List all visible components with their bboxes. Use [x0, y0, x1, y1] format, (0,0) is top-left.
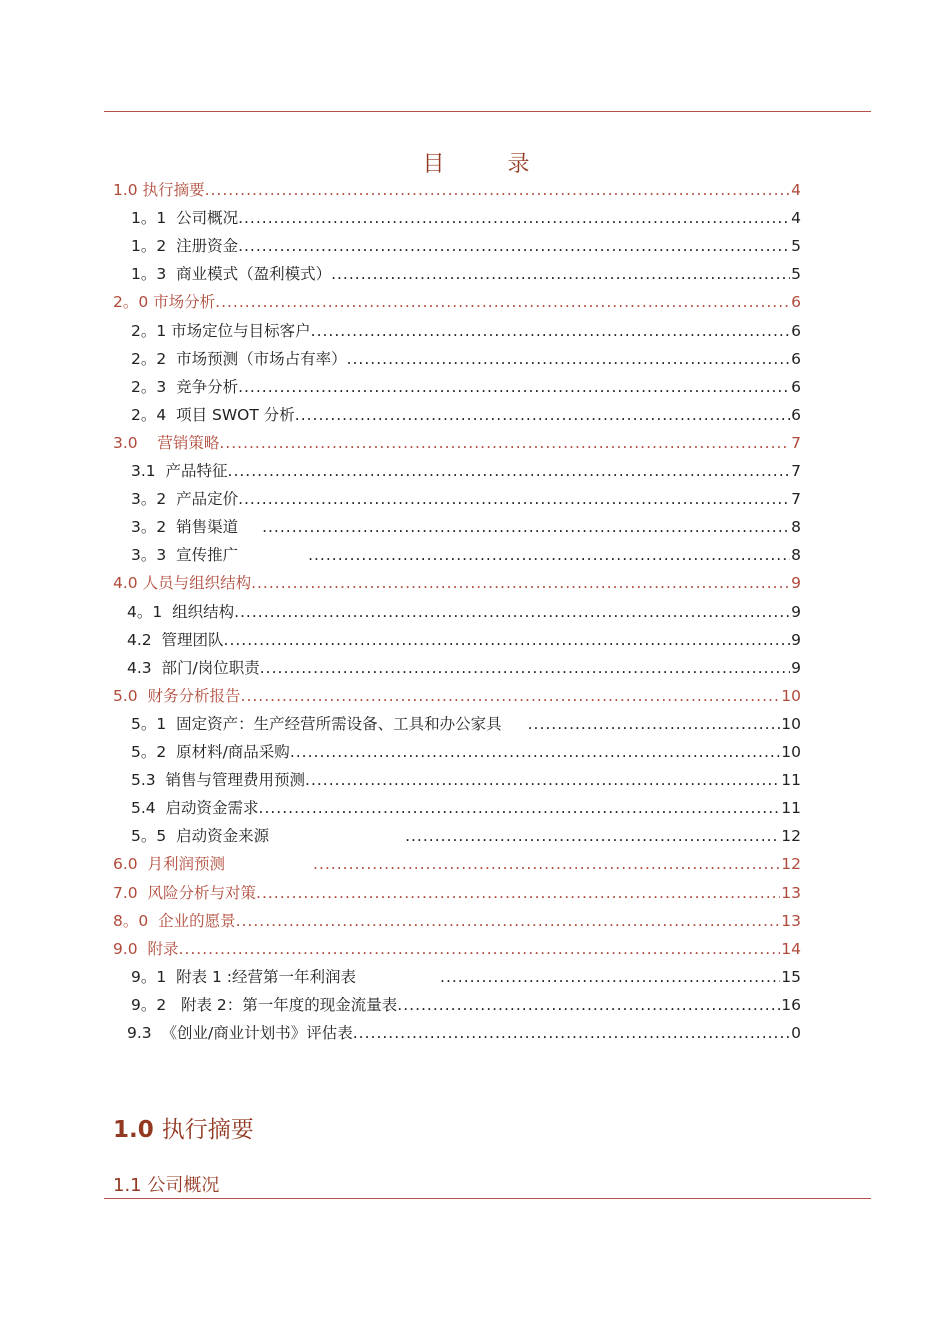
toc-entry-label: 5.3 销售与管理费用预测: [131, 771, 306, 790]
toc-entry-label: 8。0 企业的愿景: [113, 911, 236, 930]
toc-leader-dots: [234, 603, 790, 621]
toc-entry-label: 4.2 管理团队: [127, 630, 224, 649]
toc-leader-dots: [305, 771, 780, 789]
toc-entry[interactable]: [131, 824, 801, 850]
toc-entry[interactable]: [113, 881, 801, 907]
toc-leader-dots: [260, 659, 790, 677]
toc-entry[interactable]: [131, 543, 801, 569]
toc-entry-page: 6: [791, 377, 801, 396]
toc-leader-dots: [290, 743, 780, 761]
toc-entry[interactable]: [131, 206, 801, 232]
toc-leader-dots: [313, 855, 780, 873]
toc-entry[interactable]: [131, 965, 801, 991]
toc-entry-label: 7.0 风险分析与对策: [113, 883, 257, 902]
footer-rule: [104, 1198, 871, 1199]
toc-entry[interactable]: [113, 937, 801, 963]
toc-entry[interactable]: [127, 600, 801, 626]
toc-leader-dots: [228, 462, 791, 480]
toc-entry-label: 9。2 附表 2：第一年度的现金流量表: [131, 995, 398, 1014]
toc-leader-dots: [219, 434, 790, 452]
toc-entry-page: 7: [791, 462, 801, 480]
toc-entry-label: 1。1 公司概况: [131, 209, 239, 228]
section-heading-number: 1.0: [113, 1117, 154, 1143]
toc-entry[interactable]: [131, 712, 801, 738]
toc-entry-label: 9.0 附录: [113, 939, 179, 958]
toc-entry-label: 3。2 产品定价: [131, 490, 239, 509]
toc-leader-dots: [238, 209, 790, 227]
toc-entry-page: 10: [781, 714, 801, 733]
toc-entry-page: 11: [781, 799, 801, 818]
toc-leader-dots: [440, 968, 780, 986]
toc-entry-label: 2。4 项目 SWOT 分析: [131, 405, 295, 424]
toc-entry[interactable]: [127, 1021, 801, 1047]
toc-entry-page: 9: [791, 658, 801, 677]
toc-entry-page: 6: [791, 349, 801, 368]
toc-entry-page: 7: [791, 433, 801, 452]
toc-entry[interactable]: [131, 262, 801, 288]
toc-title: 目 录: [422, 152, 558, 177]
toc-entry-page: 5: [791, 237, 801, 256]
toc-entry-label: 9。1 附表 1 :经营第一年利润表: [131, 967, 357, 986]
toc-entry[interactable]: [113, 684, 801, 710]
toc-entry-page: 8: [791, 518, 801, 537]
toc-leader-dots: [528, 715, 781, 733]
toc-entry-label: 9.3 《创业/商业计划书》评估表: [127, 1024, 353, 1042]
toc-entry-page: 9: [791, 602, 801, 621]
toc-entry-page: 10: [781, 743, 801, 761]
toc-entry-page: 9: [791, 574, 801, 593]
toc-leader-dots: [238, 378, 790, 396]
toc-entry-page: 12: [781, 827, 801, 846]
toc-entry[interactable]: [131, 515, 801, 541]
toc-entry-label: 3。2 销售渠道: [131, 518, 239, 537]
section-heading-text: 执行摘要: [161, 1117, 254, 1143]
toc-entry-label: 4.3 部门/岗位职责: [127, 658, 260, 677]
toc-entry-label: 6.0 月利润预测: [113, 855, 226, 874]
toc-entry[interactable]: [131, 740, 801, 766]
toc-entry-label: 5。2 原材料/商品采购: [131, 743, 290, 761]
toc-entry-page: 4: [791, 209, 801, 228]
toc-entry[interactable]: [131, 319, 801, 345]
section-heading: [113, 1111, 254, 1144]
toc-leader-dots: [347, 350, 791, 368]
toc-leader-dots: [236, 912, 781, 930]
toc-entry-label: 5.4 启动资金需求: [131, 799, 259, 818]
toc-entry[interactable]: [127, 628, 801, 654]
toc-entry[interactable]: [131, 375, 801, 401]
toc-leader-dots: [238, 490, 790, 508]
toc-entry-page: 13: [781, 911, 801, 930]
toc-entry-page: 4: [791, 181, 801, 199]
toc-entry-page: 12: [781, 855, 801, 874]
toc-entry[interactable]: [113, 431, 801, 457]
toc-entry[interactable]: [131, 403, 801, 429]
toc-entry-label: 2。3 竞争分析: [131, 377, 239, 396]
header-rule: [104, 111, 871, 112]
subsection-heading: 1.1 公司概况: [113, 1175, 220, 1196]
toc-entry-label: 5。5 启动资金来源: [131, 827, 270, 846]
toc-leader-dots: [308, 546, 790, 564]
toc-leader-dots: [241, 687, 781, 705]
toc-entry-page: 5: [791, 265, 801, 284]
toc-leader-dots: [251, 574, 790, 592]
toc-entry[interactable]: [131, 796, 801, 822]
toc-leader-dots: [353, 1024, 790, 1042]
toc-entry[interactable]: [113, 852, 801, 878]
toc-leader-dots: [331, 265, 790, 283]
toc-entry[interactable]: [131, 234, 801, 260]
toc-leader-dots: [262, 518, 790, 536]
toc-entry-label: 5.0 财务分析报告: [113, 686, 241, 705]
toc-leader-dots: [215, 293, 790, 311]
toc-entry[interactable]: [131, 993, 801, 1019]
toc-entry-page: 0: [791, 1024, 801, 1042]
toc-entry[interactable]: [113, 178, 801, 204]
toc-entry-label: 3。3 宣传推广: [131, 546, 239, 565]
toc-entry-page: 16: [781, 995, 801, 1014]
toc-entry-label: 3.0 营销策略: [113, 433, 220, 452]
toc-entry-page: 10: [781, 686, 801, 705]
toc-entry-label: 1。2 注册资金: [131, 237, 239, 256]
toc-entry-page: 7: [791, 490, 801, 509]
toc-entry-label: 2。0 市场分析: [113, 293, 216, 312]
toc-entry-page: 13: [781, 883, 801, 902]
toc-entry-label: 1。3 商业模式（盈利模式）: [131, 265, 332, 284]
toc-entry-page: 6: [791, 293, 801, 312]
toc-entry-label: 5。1 固定资产：生产经营所需设备、工具和办公家具: [131, 714, 502, 733]
toc-entry-page: 9: [791, 630, 801, 649]
toc-entry-page: 6: [791, 405, 801, 424]
toc-entry-page: 6: [791, 321, 801, 340]
toc-entry-page: 14: [781, 939, 801, 958]
toc-leader-dots: [311, 322, 790, 340]
toc-leader-dots: [295, 406, 790, 424]
toc-entry[interactable]: [131, 487, 801, 513]
toc-leader-dots: [224, 631, 791, 649]
toc-leader-dots: [259, 799, 781, 817]
toc-entry-page: 8: [791, 546, 801, 565]
toc-entry-page: 11: [781, 771, 801, 790]
toc-leader-dots: [238, 237, 790, 255]
toc-leader-dots: [205, 181, 791, 199]
toc-leader-dots: [397, 996, 780, 1014]
toc-entry[interactable]: [113, 290, 801, 316]
toc-entry[interactable]: [131, 459, 801, 485]
toc-leader-dots: [256, 884, 780, 902]
toc-entry-label: 2。1 市场定位与目标客户: [131, 321, 311, 340]
toc-entry[interactable]: [127, 656, 801, 682]
toc-leader-dots: [405, 827, 780, 845]
toc-entry-label: 1.0 执行摘要: [113, 181, 205, 199]
toc-entry-page: 15: [781, 967, 801, 986]
toc-entry[interactable]: [113, 909, 801, 935]
toc-leader-dots: [179, 940, 781, 958]
toc-entry-label: 2。2 市场预测（市场占有率）: [131, 349, 347, 368]
toc-entry[interactable]: [131, 768, 801, 794]
toc-entry-label: 3.1 产品特征: [131, 462, 228, 480]
toc-entry-label: 4。1 组织结构: [127, 602, 235, 621]
toc-entry-label: 4.0 人员与组织结构: [113, 574, 252, 593]
toc-entry[interactable]: [131, 347, 801, 373]
toc-entry[interactable]: [113, 571, 801, 597]
